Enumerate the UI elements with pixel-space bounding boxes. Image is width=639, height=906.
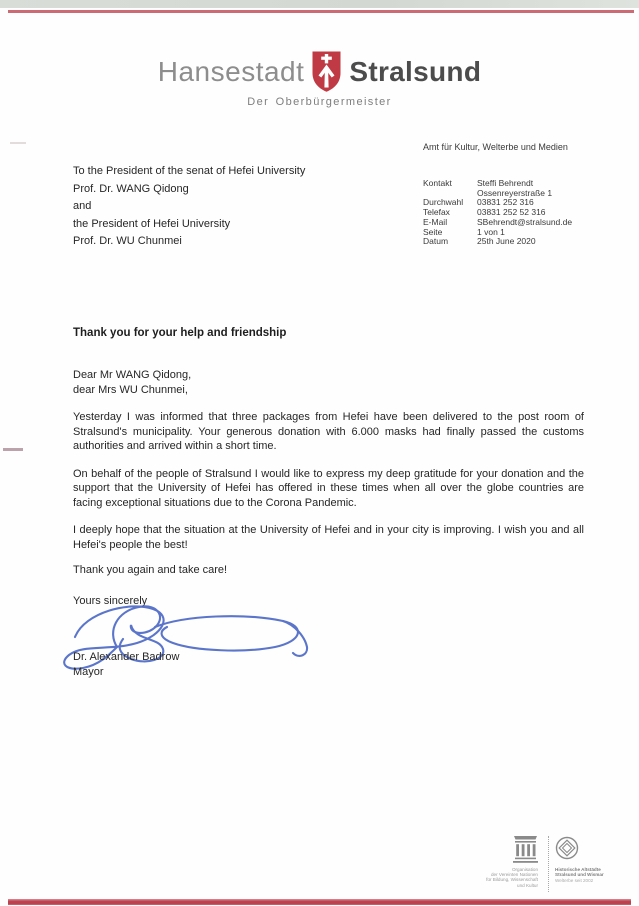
contact-row (423, 237, 572, 247)
letter-body (73, 368, 584, 621)
body-paragraph: On behalf of the people of Stralsund I would like to express my deep gratitude for your donation and the support that the University of Hefei has offered in these times when all over the globe countries are facing exceptional situations due to the Corona Pandemic. (73, 467, 584, 509)
scan-edge-strip (0, 0, 639, 8)
unesco-caption: Organisation der Vereinten Nationen für Bildung, Wissenschaft und Kultur (486, 867, 538, 888)
unesco-logo-icon (512, 836, 539, 864)
recipient-line: and (73, 200, 92, 213)
body-paragraph: Thank you again and take care! (73, 564, 228, 576)
contact-label: Telefax (423, 207, 450, 218)
city-prefix-label: Hansestadt (157, 55, 305, 87)
closing-line: Yours sincerely (73, 594, 148, 607)
world-heritage-emblem-icon (555, 836, 579, 860)
contact-label: Kontakt (423, 178, 452, 188)
footer-divider (548, 836, 549, 892)
signer-block (73, 650, 179, 679)
fold-mark (3, 448, 23, 451)
footer-logos (480, 834, 630, 890)
stralsund-shield-icon (311, 50, 342, 93)
contact-value: SBehrendt@stralsund.de (477, 216, 573, 227)
contact-value: 03831 252 316 (477, 197, 534, 208)
letterhead (0, 50, 639, 108)
contact-value: Ossenreyerstraße 1 (477, 187, 553, 198)
recipient-block (73, 163, 305, 251)
top-red-line (8, 10, 634, 13)
body-paragraph: Yesterday I was informed that three packages from Hefei have been delivered to the post room of Stralsund's municipality. Your generous donation with 6.000 masks had finally passed the customs authorities and arrived within a short time. (73, 411, 584, 452)
heritage-caption: Historische Altstädte Stralsund und Wismar Welterbe seit 2002 (555, 867, 604, 883)
contact-label: E-Mail (423, 216, 448, 227)
city-name-label: Stralsund (349, 55, 482, 87)
city-logo-lockup (0, 50, 639, 93)
bottom-red-bar (8, 899, 631, 905)
contact-value: 25th June 2020 (477, 236, 536, 247)
recipient-line: To the President of the senat of Hefei University (73, 165, 306, 177)
recipient-line: Prof. Dr. WU Chunmei (73, 235, 182, 248)
recipient-line: the President of Hefei University (73, 217, 231, 230)
fold-mark (10, 142, 26, 144)
salutation-line: dear Mrs WU Chunmei, (73, 383, 188, 396)
contact-value: 1 von 1 (477, 226, 505, 237)
department-line: Amt für Kultur, Welterbe und Medien (423, 142, 568, 152)
contact-value: 03831 252 52 316 (477, 207, 546, 218)
contact-info-block (423, 179, 572, 247)
contact-label: Datum (423, 236, 449, 247)
recipient-line: Prof. Dr. WANG Qidong (73, 182, 189, 195)
salutation-line: Dear Mr WANG Qidong, (73, 369, 192, 381)
contact-label: Durchwahl (423, 197, 464, 208)
signer-name: Dr. Alexander Badrow (73, 651, 180, 663)
contact-value: Steffi Behrendt (477, 178, 534, 188)
body-paragraph: I deeply hope that the situation at the University of Hefei and in your city is improving. I wish you and all Hefei's people the best! (73, 524, 584, 551)
subject-line: Thank you for your help and friendship (73, 327, 287, 339)
salutation (73, 368, 584, 397)
signer-title: Mayor (73, 665, 104, 678)
contact-label: Seite (423, 226, 443, 237)
office-title: Der Oberbürgermeister (247, 96, 392, 108)
